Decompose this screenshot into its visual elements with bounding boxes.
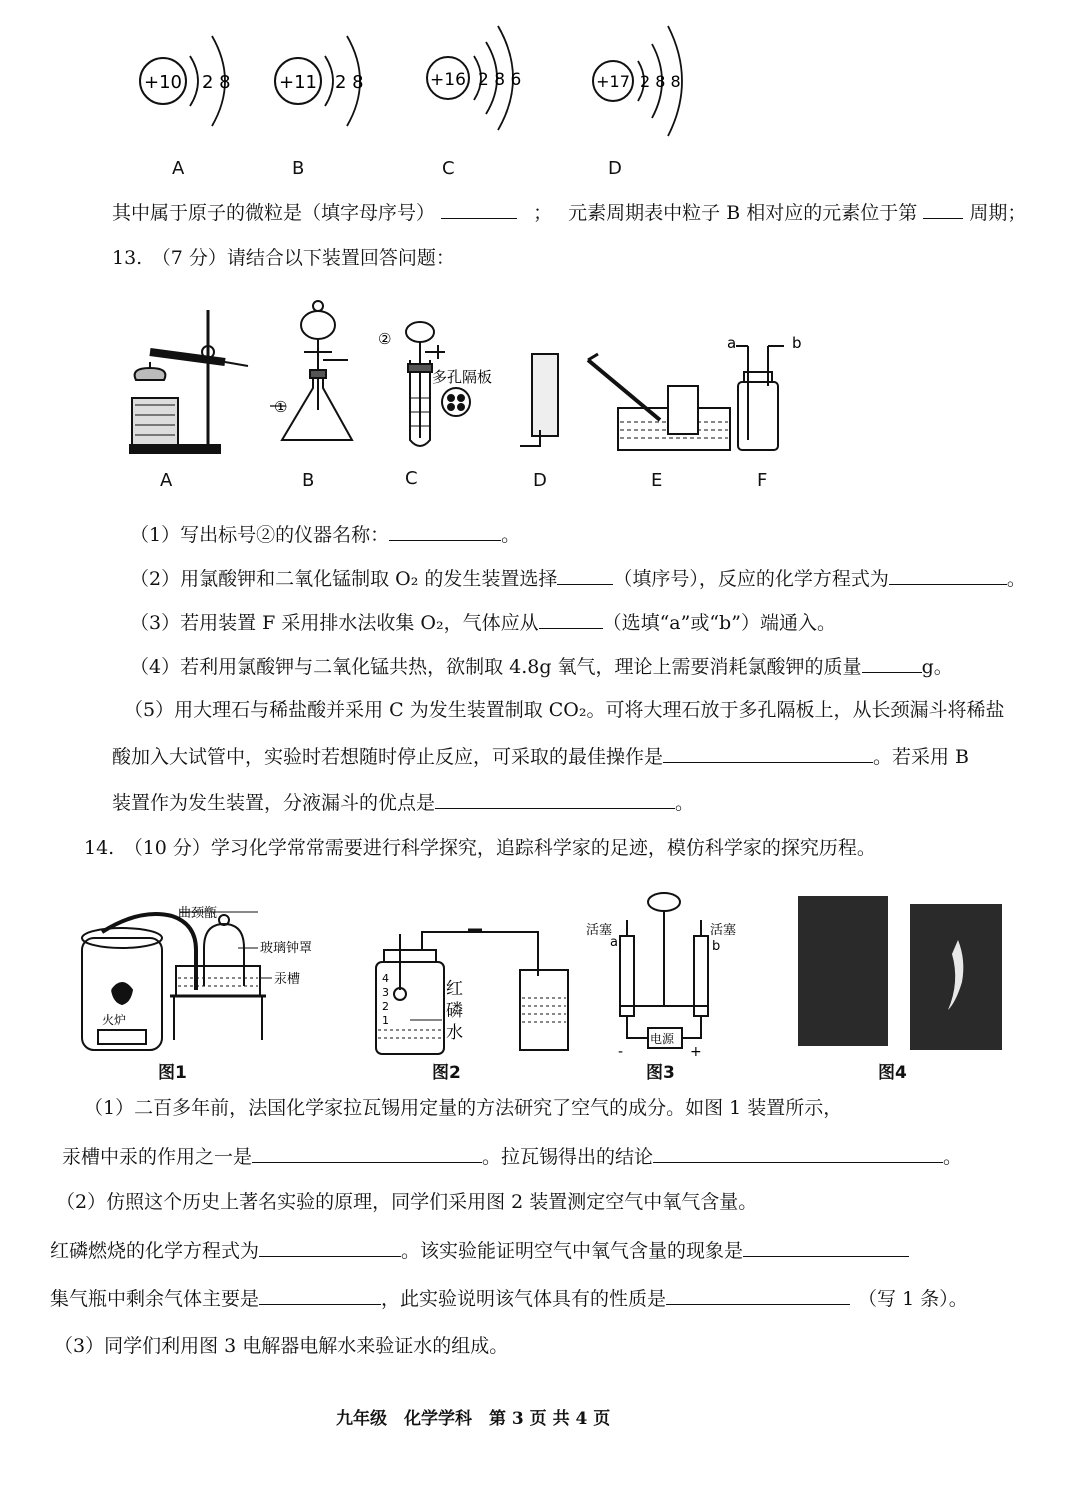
figure-3	[620, 893, 708, 1048]
apparatus-label-a: A	[160, 470, 173, 491]
q13-sub5-line2	[112, 744, 969, 769]
q14-p2-line2	[50, 1238, 909, 1263]
atom-diagram-d	[593, 26, 682, 136]
question-text: 集气瓶中剩余气体主要是	[50, 1288, 260, 1310]
atom-label-a: A	[172, 158, 185, 179]
q14-p2-line1: （2）仿照这个历史上著名实验的原理，同学们采用图 2 装置测定空气中氧气含量。	[56, 1191, 758, 1213]
figure-4-label: 图4	[878, 1063, 907, 1083]
answer-blank[interactable]	[862, 654, 922, 673]
punct: 。	[501, 524, 521, 546]
cock-left-label: 活塞	[586, 923, 613, 938]
q14-p1-line2	[62, 1144, 962, 1169]
question-text: （4）若利用氯酸钾与二氧化锰共热，欲制取 4.8g 氧气，理论上需要消耗氯酸钾的质量	[130, 656, 862, 678]
punct: 。	[675, 792, 695, 814]
q14-p2-line3	[50, 1286, 968, 1311]
question-text: （2）用氯酸钾和二氧化锰制取 O₂ 的发生装置选择	[130, 568, 558, 590]
answer-blank[interactable]	[539, 610, 603, 629]
question-text: （1）写出标号②的仪器名称：	[130, 524, 390, 546]
marker-1: ①	[274, 398, 288, 416]
answer-blank[interactable]	[666, 1286, 850, 1305]
scale-mark: 2	[382, 1000, 389, 1013]
separator: ；	[533, 202, 553, 224]
electrode-a-label: a	[610, 935, 618, 950]
cock-right-label: 活塞	[710, 923, 737, 938]
apparatus-e	[588, 354, 730, 450]
question-text: 汞槽中汞的作用之一是	[62, 1146, 253, 1168]
page-footer: 九年级 化学学科 第 3 页 共 4 页	[336, 1409, 611, 1429]
apparatus-d	[520, 354, 558, 446]
question-text: （写 1 条）。	[858, 1288, 968, 1310]
answer-blank[interactable]	[743, 1238, 909, 1257]
q13-sub2	[130, 566, 1026, 591]
atom-shells: 2 8	[335, 72, 364, 93]
answer-blank[interactable]	[557, 566, 613, 585]
q13-sub1	[130, 522, 520, 547]
port-a-label: a	[727, 334, 737, 352]
question-text: 红磷燃烧的化学方程式为	[50, 1240, 260, 1262]
question-text: 其中属于原子的微粒是（填字母序号）	[112, 202, 436, 224]
atom-nucleus: +11	[279, 72, 317, 93]
figure-2	[376, 930, 568, 1054]
question-text: （3）若用装置 F 采用排水法收集 O₂，气体应从	[130, 612, 539, 634]
question-text: 。该实验能证明空气中氧气含量的现象是	[401, 1240, 744, 1262]
atom-nucleus: +10	[144, 72, 182, 93]
question-text: 。拉瓦锡得出的结论	[482, 1146, 654, 1168]
atom-label-d: D	[608, 158, 622, 179]
apparatus-label-c: C	[405, 468, 418, 489]
red-label: 红	[446, 979, 463, 999]
scale-mark: 3	[382, 986, 389, 999]
answer-blank[interactable]	[663, 744, 873, 763]
answer-blank[interactable]	[252, 1144, 482, 1163]
question-text: （选填“a”或“b”）端通入。	[602, 612, 836, 634]
q13-sub5-line3	[112, 790, 694, 815]
marker-2: ②	[378, 330, 392, 348]
q14-figures	[70, 890, 1020, 1060]
phosphorus-label: 磷	[446, 1001, 463, 1021]
atom-diagram-c	[427, 26, 521, 130]
bell-jar-label: 玻璃钟罩	[260, 941, 313, 956]
atom-diagram-a	[140, 36, 231, 126]
question-text: ，此实验说明该气体具有的性质是	[381, 1288, 667, 1310]
answer-blank[interactable]	[259, 1238, 401, 1257]
apparatus-b	[270, 301, 352, 440]
answer-blank[interactable]	[889, 566, 1007, 585]
figure-1	[82, 912, 272, 1050]
question-text: 元素周期表中粒子 B 相对应的元素位于第	[568, 202, 918, 224]
question-text: 装置作为发生装置，分液漏斗的优点是	[112, 792, 436, 814]
atom-label-b: B	[292, 158, 305, 179]
question-text: 周期；	[969, 202, 1027, 224]
question-text: 酸加入大试管中，实验时若想随时停止反应，可采取的最佳操作是	[112, 746, 664, 768]
apparatus-label-f: F	[757, 470, 768, 491]
scale-mark: 1	[382, 1014, 389, 1027]
figure-2-label: 图2	[432, 1063, 461, 1083]
q13-apparatus	[120, 290, 840, 470]
q13-sub5-line1: （5）用大理石与稀盐酸并采用 C 为发生装置制取 CO₂。可将大理石放于多孔隔板上，从长颈漏斗将稀盐	[124, 699, 1005, 721]
question-text: g。	[921, 656, 953, 678]
atom-diagrams	[120, 8, 740, 148]
figure-4	[798, 896, 1002, 1050]
answer-blank[interactable]	[389, 522, 501, 541]
apparatus-label-d: D	[533, 470, 547, 491]
q14-p1-line1: （1）二百多年前，法国化学家拉瓦锡用定量的方法研究了空气的成分。如图 1 装置所示，	[84, 1097, 843, 1119]
q12-line	[112, 200, 1026, 225]
port-b-label: b	[792, 334, 802, 352]
minus-label: -	[618, 1044, 624, 1060]
atom-diagram-b	[275, 36, 364, 126]
water-label: 水	[446, 1023, 463, 1043]
furnace-label: 火炉	[102, 1013, 127, 1027]
apparatus-label-e: E	[651, 470, 663, 491]
retort-label: 曲颈甑	[178, 906, 218, 921]
atom-label-c: C	[442, 158, 455, 179]
answer-blank[interactable]	[435, 790, 675, 809]
q14-p3: （3）同学们利用图 3 电解器电解水来验证水的组成。	[54, 1335, 509, 1357]
apparatus-label-b: B	[302, 470, 315, 491]
answer-blank[interactable]	[923, 200, 963, 219]
electrode-b-label: b	[712, 939, 721, 954]
figure-3-label: 图3	[646, 1063, 675, 1083]
porous-plate-label: 多孔隔板	[432, 368, 493, 386]
answer-blank[interactable]	[441, 200, 517, 219]
atom-nucleus: +17	[596, 72, 630, 91]
scale-mark: 4	[382, 972, 389, 985]
figure-1-label: 图1	[158, 1063, 187, 1083]
plus-label: +	[690, 1044, 702, 1060]
answer-blank[interactable]	[259, 1286, 381, 1305]
apparatus-a	[130, 310, 248, 453]
punct: 。	[943, 1146, 963, 1168]
punct: 。	[1006, 568, 1026, 590]
question-text: （填序号），反应的化学方程式为	[613, 568, 889, 590]
question-text: 。若采用 B	[873, 746, 970, 768]
atom-nucleus: +16	[430, 70, 466, 90]
atom-shells: 2 8 8	[640, 72, 681, 91]
q14-header: 14. （10 分）学习化学常常需要进行科学探究，追踪科学家的足迹，模仿科学家的探究历程。	[84, 837, 876, 859]
q13-sub4	[130, 654, 953, 679]
answer-blank[interactable]	[653, 1144, 943, 1163]
q13-sub3	[130, 610, 836, 635]
atom-shells: 2 8 6	[478, 70, 522, 90]
apparatus-f	[736, 346, 784, 450]
trough-label: 汞槽	[274, 972, 301, 987]
power-label: 电源	[650, 1032, 675, 1046]
q13-header: 13. （7 分）请结合以下装置回答问题：	[112, 247, 455, 269]
atom-shells: 2 8	[202, 72, 231, 93]
